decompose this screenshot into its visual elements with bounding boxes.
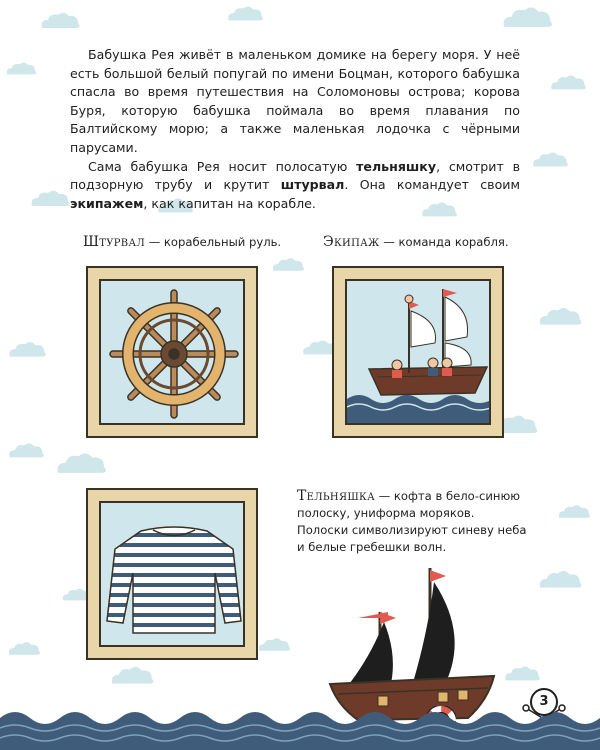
cloud-icon (536, 304, 584, 330)
cloud-icon (52, 450, 110, 478)
ship-wheel-icon (101, 281, 245, 425)
story-text-run: . Она командует своим (344, 177, 520, 193)
crew-picture (332, 266, 504, 438)
definition-shirt: — кофта в бело-синюю полоску, униформа моряков. Полоски символизируют синеву неба и белые гребешки волн. (297, 489, 527, 554)
highlight-word: тельняшку (356, 158, 437, 174)
cloud-icon (548, 72, 588, 94)
cloud-icon (6, 640, 42, 658)
page-number: 3 (530, 688, 558, 716)
cloud-icon (225, 4, 265, 24)
cloud-icon (536, 568, 584, 592)
cloud-icon (28, 188, 72, 210)
story-text-run: Сама бабушка Рея носит полосатую (88, 158, 357, 174)
wheel-picture (86, 266, 258, 438)
story-paragraph (70, 158, 520, 214)
highlight-word: штурвал (280, 177, 345, 193)
striped-shirt-icon (101, 503, 245, 647)
definition-wheel: — корабельный руль. (144, 235, 282, 249)
cloud-icon (530, 150, 570, 170)
term-shirt: Тельняшка (297, 488, 375, 504)
story-text (70, 46, 520, 213)
cloud-icon (270, 256, 306, 274)
term-wheel: Штурвал (83, 234, 145, 250)
sailing-ship-icon (347, 281, 491, 425)
cloud-icon (38, 10, 82, 32)
story-paragraph: Бабушка Рея живёт в маленьком домике на берегу моря. У неё есть большой белый попугай по имени Боцман, которого бабушка спасла во время путешествия на Соломоновы острова; корова Буря, которую бабушка поймала во время плавания по Балтийскому морю; а также маленькая лодочка с чёрными парусами. (70, 47, 520, 155)
cloud-icon (6, 338, 48, 362)
waves-icon (0, 700, 600, 750)
term-crew: Экипаж (323, 234, 380, 250)
cloud-icon (498, 4, 556, 32)
wheel-caption (83, 234, 293, 250)
highlight-word: экипажем (70, 195, 144, 211)
shirt-caption (297, 488, 529, 556)
cloud-icon (256, 636, 292, 654)
definition-crew: — команда корабля. (379, 235, 509, 249)
cloud-icon (108, 664, 156, 688)
shirt-picture (86, 488, 258, 660)
story-text-run: , как капитан на корабле. (143, 195, 316, 211)
crew-caption (323, 234, 533, 250)
story-text-run: , смотрит в подзорную трубу и крутит (70, 158, 520, 193)
cloud-icon (4, 60, 38, 78)
cloud-icon (556, 502, 592, 522)
cloud-icon (6, 440, 46, 462)
